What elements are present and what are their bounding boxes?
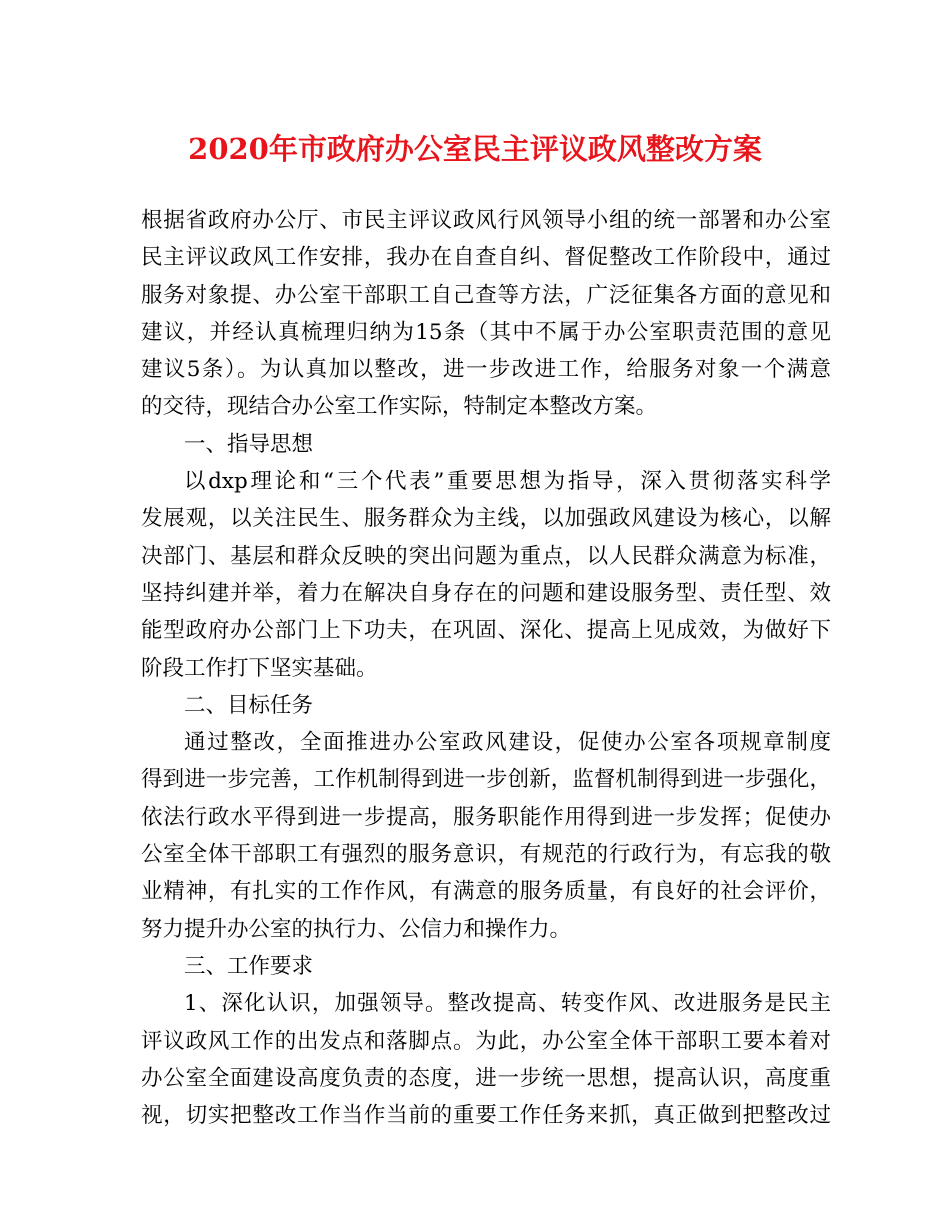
document-title: 2020年市政府办公室民主评议政风整改方案 — [188, 132, 762, 166]
paragraph-line: 服务对象提、办公室干部职工自己查等方法，广泛征集各方面的意见和 — [141, 282, 831, 308]
paragraph-line: 1、深化认识，加强领导。整改提高、转变作风、改进服务是民主 — [184, 991, 831, 1017]
document-body — [141, 202, 831, 1134]
paragraph-line: 决部门、基层和群众反映的突出问题为重点，以人民群众满意为标准， — [141, 543, 831, 569]
paragraph-line: 得到进一步完善，工作机制得到进一步创新，监督机制得到进一步强化， — [141, 767, 831, 793]
paragraph-line: 的交待，现结合办公室工作实际，特制定本整改方案。 — [141, 394, 658, 420]
paragraph-line: 发展观，以关注民生、服务群众为主线，以加强政风建设为核心，以解 — [141, 506, 831, 532]
paragraph-line: 民主评议政风工作安排，我办在自查自纠、督促整改工作阶段中，通过 — [141, 245, 831, 271]
paragraph-line: 评议政风工作的出发点和落脚点。为此，办公室全体干部职工要本着对 — [141, 1028, 831, 1054]
paragraph-line: 视，切实把整改工作当作当前的重要工作任务来抓，真正做到把整改过 — [141, 1103, 831, 1129]
section-heading: 三、工作要求 — [184, 953, 314, 979]
paragraph-line: 阶段工作打下坚实基础。 — [141, 655, 378, 681]
paragraph-line: 办公室全面建设高度负责的态度，进一步统一思想，提高认识，高度重 — [141, 1065, 831, 1091]
paragraph-line: 建议5条）。为认真加以整改，进一步改进工作，给服务对象一个满意 — [141, 357, 831, 383]
paragraph-line: 以dxp理论和“三个代表”重要思想为指导，深入贯彻落实科学 — [184, 469, 831, 495]
paragraph-line: 能型政府办公部门上下功夫，在巩固、深化、提高上见成效，为做好下 — [141, 618, 831, 644]
paragraph-line: 坚持纠建并举，着力在解决自身存在的问题和建设服务型、责任型、效 — [141, 580, 831, 606]
section-heading: 二、目标任务 — [184, 692, 314, 718]
paragraph-line: 建议，并经认真梳理归纳为15条（其中不属于办公室职责范围的意见 — [141, 319, 831, 345]
section-heading: 一、指导思想 — [184, 431, 314, 457]
paragraph-line: 公室全体干部职工有强烈的服务意识，有规范的行政行为，有忘我的敬 — [141, 842, 831, 868]
paragraph-line: 根据省政府办公厅、市民主评议政风行风领导小组的统一部署和办公室 — [141, 208, 831, 233]
paragraph-line: 业精神，有扎实的工作作风，有满意的服务质量，有良好的社会评价， — [141, 879, 831, 905]
paragraph-line: 努力提升办公室的执行力、公信力和操作力。 — [141, 916, 572, 942]
paragraph-line: 通过整改，全面推进办公室政风建设，促使办公室各项规章制度 — [184, 730, 831, 756]
paragraph-line: 依法行政水平得到进一步提高，服务职能作用得到进一步发挥；促使办 — [141, 804, 831, 830]
